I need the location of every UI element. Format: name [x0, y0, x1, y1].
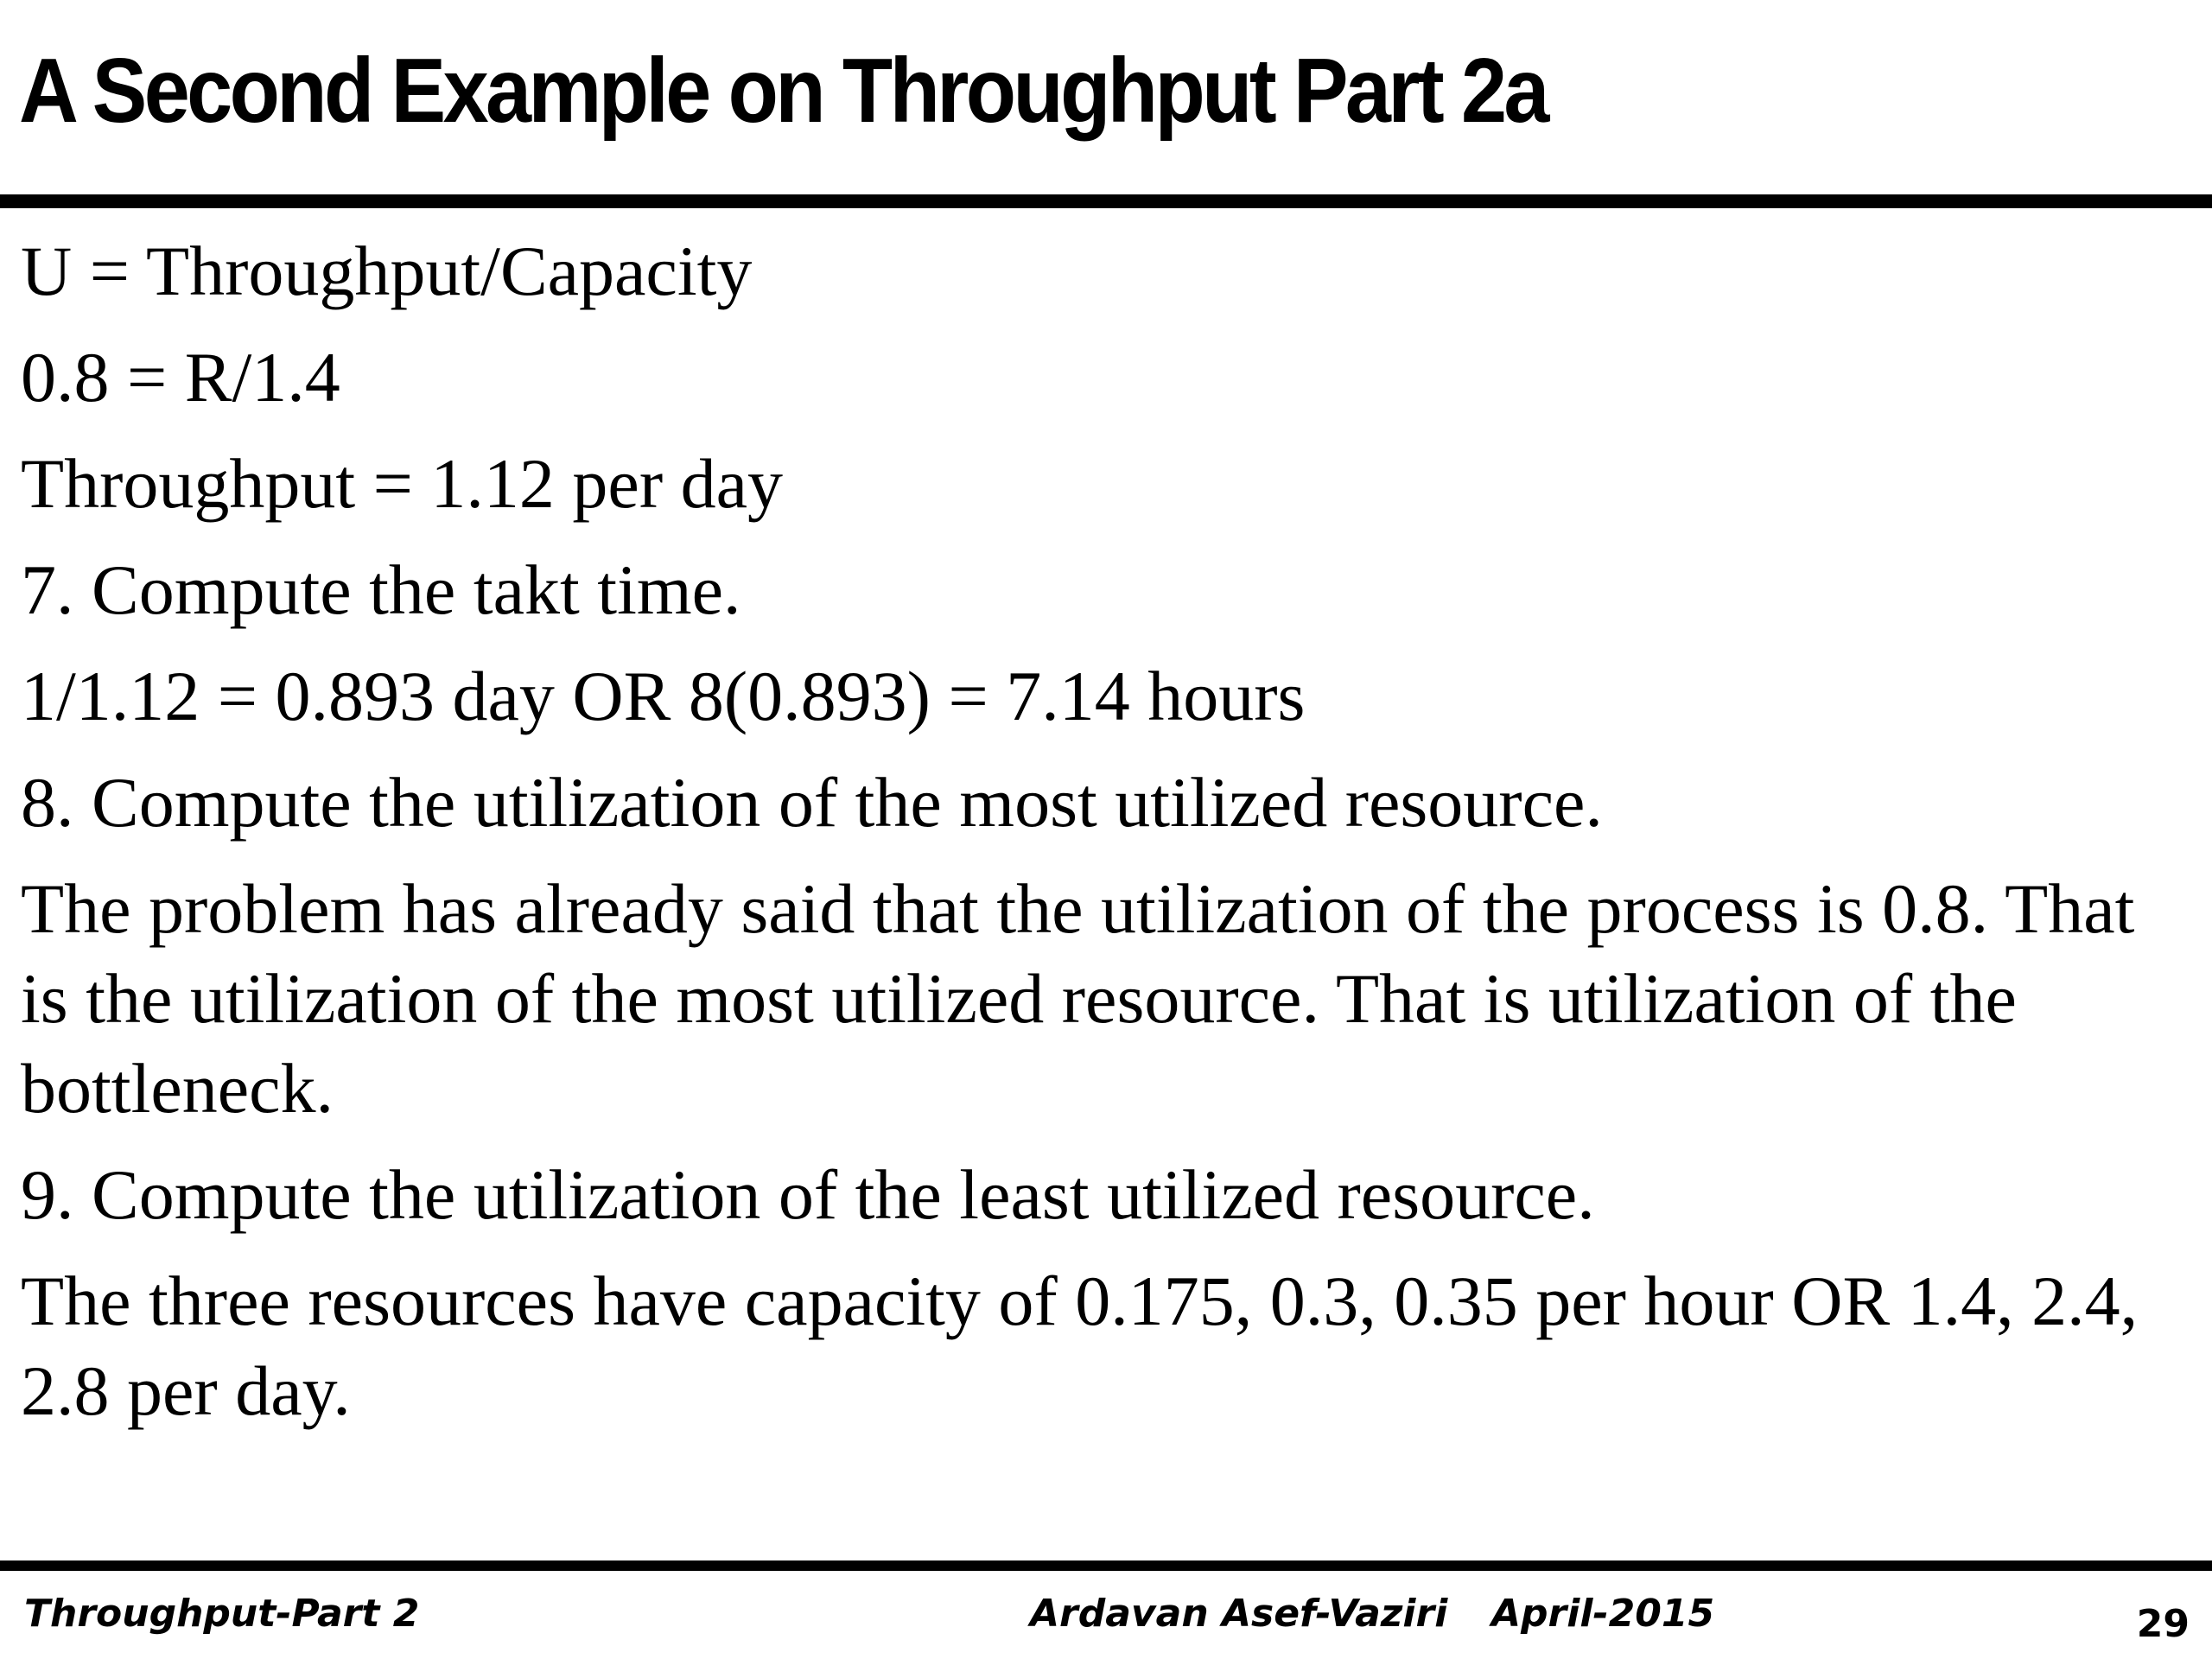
footer-date: April-2015 [1491, 1592, 1715, 1636]
footer-divider [0, 1560, 2212, 1571]
utilization-equation: 0.8 = R/1.4 [21, 338, 340, 416]
question-9: 9. Compute the utilization of the least utilized resource. [21, 1155, 1595, 1234]
footer-author: Ardavan Asef-Vaziri [1030, 1592, 1448, 1636]
bottleneck-utilization-answer: The problem has already said that the utilization of the process is 0.8. That is the utilization of the most utilized resource. That is utilization of the bottleneck. [21, 869, 2135, 1128]
throughput-result: Throughput = 1.12 per day [21, 444, 784, 523]
utilization-formula: U = Throughput/Capacity [21, 232, 753, 310]
page-number: 29 [2136, 1602, 2190, 1646]
question-8: 8. Compute the utilization of the most utilized resource. [21, 763, 1603, 842]
title-divider [0, 194, 2212, 208]
slide-title: A Second Example on Throughput Part 2a [19, 40, 1547, 142]
resource-capacity-answer: The three resources have capacity of 0.175, 0.3, 0.35 per hour OR 1.4, 2.4, 2.8 per day. [21, 1262, 2139, 1430]
footer-course: Throughput-Part 2 [24, 1592, 420, 1636]
takt-time-answer: 1/1.12 = 0.893 day OR 8(0.893) = 7.14 hours [21, 657, 1306, 735]
slide-body [21, 226, 2181, 1452]
question-7: 7. Compute the takt time. [21, 550, 741, 629]
